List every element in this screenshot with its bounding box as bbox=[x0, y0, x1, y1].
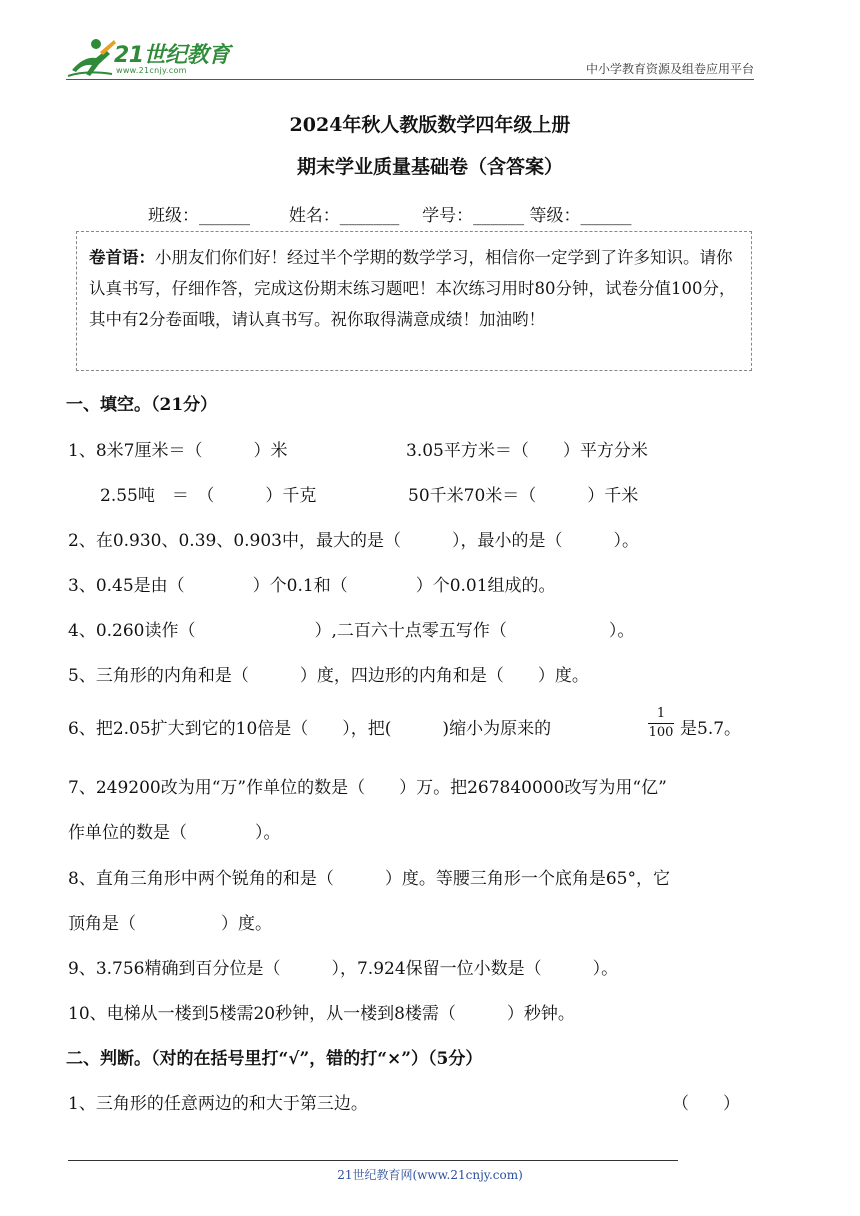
judge-question-1: 1、三角形的任意两边的和大于第三边。 bbox=[68, 1094, 368, 1114]
section2-title: 二、判断。（对的在括号里打“√”，错的打“×”）（5分） bbox=[66, 1049, 483, 1069]
site-logo bbox=[66, 36, 236, 80]
footer-divider bbox=[68, 1160, 678, 1161]
fraction-bar bbox=[648, 723, 674, 724]
judge-answer-paren: （ ） bbox=[672, 1094, 740, 1114]
logo-url: www.21cnjy.com bbox=[116, 66, 187, 75]
student-info-row bbox=[148, 201, 632, 226]
question-5: 5、三角形的内角和是（ ）度，四边形的内角和是（ ）度。 bbox=[68, 666, 589, 686]
section1-title: 一、填空。（21分） bbox=[66, 395, 218, 415]
question-2: 2、在0.930、0.39、0.903中，最大的是（ ），最小的是（ ）。 bbox=[68, 531, 640, 551]
question-1d: 50千米70米＝（ ）千米 bbox=[408, 486, 639, 506]
question-10: 10、电梯从一楼到5楼需20秒钟，从一楼到8楼需（ ）秒钟。 bbox=[68, 1004, 575, 1024]
question-7a: 7、249200改为用“万”作单位的数是（ ）万。把267840000改写为用“亿” bbox=[68, 778, 667, 798]
header-divider bbox=[66, 79, 754, 80]
header-platform-text: 中小学教育资源及组卷应用平台 bbox=[585, 62, 754, 76]
question-6a: 6、把2.05扩大到它的10倍是（ ），把( )缩小为原来的 bbox=[68, 719, 552, 739]
logo-text: 21世纪教育 bbox=[114, 43, 230, 68]
preface-box bbox=[76, 231, 752, 371]
class-field: 班级：______ bbox=[148, 206, 250, 226]
question-1c: 2.55吨 ＝ （ ）千克 bbox=[100, 486, 317, 506]
name-field: 姓名：_______ bbox=[288, 206, 400, 226]
preface-label: 卷首语： bbox=[89, 248, 155, 267]
runner-logo-icon bbox=[66, 36, 118, 80]
question-4: 4、0.260读作（ ）,二百六十点零五写作（ ）。 bbox=[68, 621, 635, 641]
fraction-one-hundredth bbox=[646, 706, 676, 741]
fraction-denominator: 100 bbox=[648, 725, 674, 740]
page-title: 2024年秋人教版数学四年级上册 bbox=[289, 114, 571, 136]
question-1b: 3.05平方米＝（ ）平方分米 bbox=[406, 441, 648, 461]
question-8b: 顶角是（ ）度。 bbox=[68, 914, 272, 934]
question-3: 3、0.45是由（ ）个0.1和（ ）个0.01组成的。 bbox=[68, 576, 556, 596]
page-subtitle: 期末学业质量基础卷（含答案） bbox=[296, 156, 563, 178]
footer-text: 21世纪教育网(www.21cnjy.com) bbox=[337, 1168, 523, 1182]
number-field: 学号：______ bbox=[422, 206, 525, 226]
fraction-numerator: 1 bbox=[656, 706, 666, 721]
question-8a: 8、直角三角形中两个锐角的和是（ ）度。等腰三角形一个底角是65°，它 bbox=[68, 869, 670, 889]
question-9: 9、3.756精确到百分位是（ ），7.924保留一位小数是（ ）。 bbox=[68, 959, 619, 979]
question-7b: 作单位的数是（ ）。 bbox=[68, 823, 281, 843]
question-1a: 1、8米7厘米＝（ ）米 bbox=[68, 441, 288, 461]
preface-text: 小朋友们你们好！经过半个学期的数学学习，相信你一定学到了许多知识。请你认真书写，仔细作答，完成这份期末练习题吧！本次练习用时80分钟，试卷分值100分，其中有2分卷面哦，请认真书写。祝你取得满意成绩！加油哟！ bbox=[89, 248, 736, 329]
question-6b: 是5.7。 bbox=[680, 719, 742, 739]
grade-field: 等级：______ bbox=[529, 206, 632, 226]
